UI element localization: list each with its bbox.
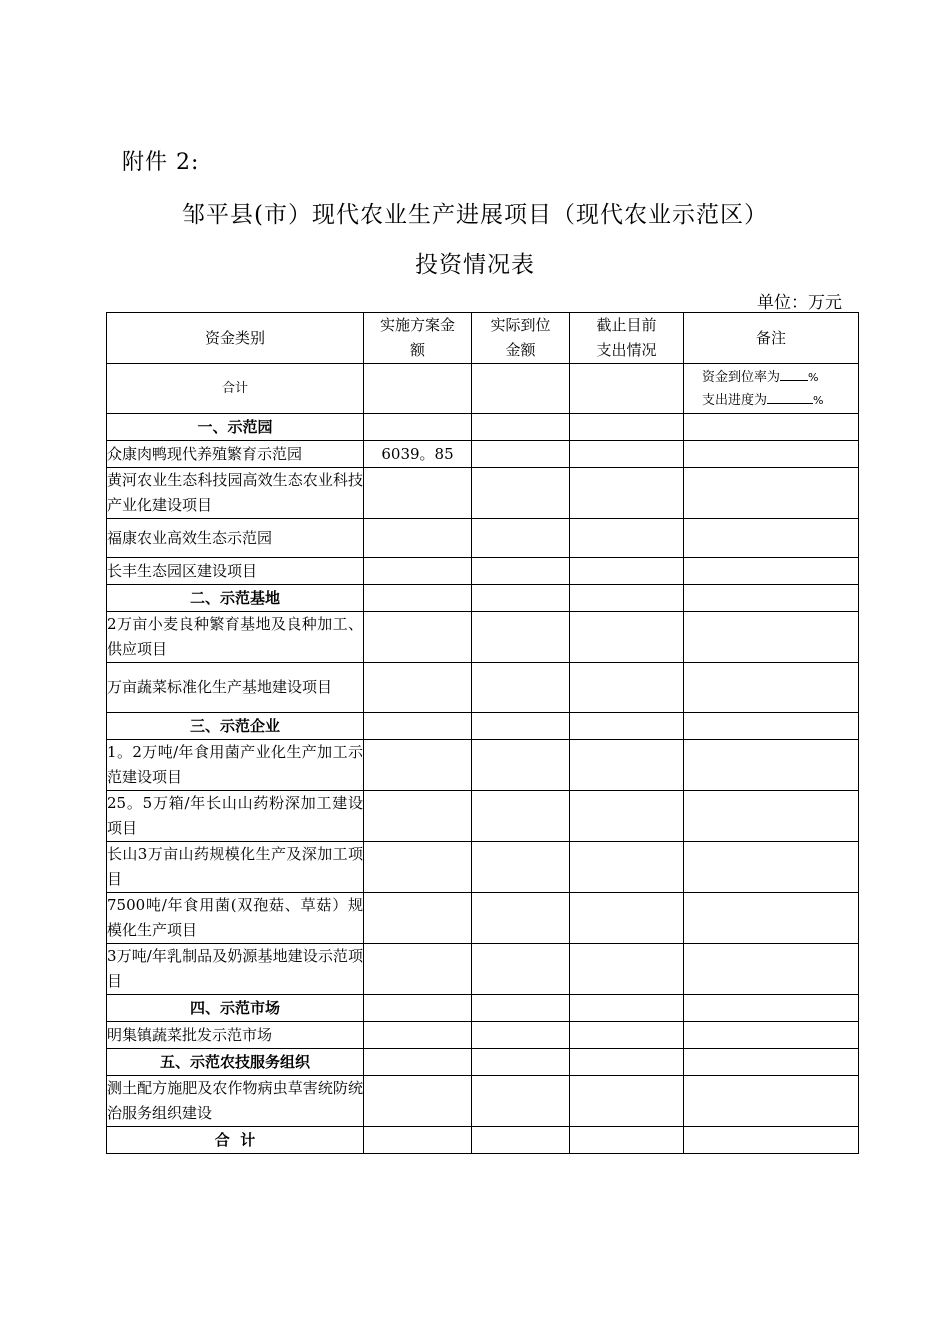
item-label: 万亩蔬菜标准化生产基地建设项目	[107, 663, 364, 713]
item-label: 长山3万亩山药规模化生产及深加工项目	[107, 842, 364, 893]
table-row	[107, 468, 859, 519]
table-row	[107, 558, 859, 585]
unit-label: 单位：万元	[757, 293, 842, 313]
table-row	[107, 519, 859, 558]
expenditure-cell	[570, 791, 684, 842]
table-row	[107, 1076, 859, 1127]
remarks-cell	[684, 842, 859, 893]
expenditure-cell	[570, 995, 684, 1022]
actual-cell	[472, 414, 570, 441]
remark-progress-blank	[767, 389, 813, 404]
plan-cell	[364, 893, 472, 944]
plan-cell	[364, 468, 472, 519]
plan-cell	[364, 1076, 472, 1127]
remark-rate-prefix: 资金到位率为	[702, 369, 781, 385]
plan-cell	[364, 585, 472, 612]
header-remarks: 备注	[684, 313, 859, 364]
actual-cell	[472, 740, 570, 791]
grand-total-cell	[364, 1127, 472, 1154]
plan-cell	[364, 791, 472, 842]
section-row	[107, 585, 859, 612]
remarks-cell	[684, 663, 859, 713]
total-expenditure-cell	[570, 364, 684, 414]
remark-progress-prefix: 支出进度为	[702, 392, 768, 408]
expenditure-cell	[570, 414, 684, 441]
plan-cell	[364, 663, 472, 713]
expenditure-cell	[570, 1076, 684, 1127]
grand-total-cell	[570, 1127, 684, 1154]
header-actual-amount	[472, 313, 570, 364]
header-plan-amount	[364, 313, 472, 364]
table-row	[107, 740, 859, 791]
table-row	[107, 441, 859, 468]
expenditure-cell	[570, 663, 684, 713]
header-expenditure	[570, 313, 684, 364]
expenditure-cell	[570, 519, 684, 558]
plan-cell	[364, 519, 472, 558]
header-row	[107, 313, 859, 364]
plan-cell	[364, 995, 472, 1022]
section-label: 四、示范市场	[107, 995, 364, 1022]
grand-total-cell	[472, 1127, 570, 1154]
header-plan-amount-text: 实施方案金额	[379, 316, 455, 359]
total-actual-cell	[472, 364, 570, 414]
attachment-label: 附件 2:	[122, 150, 200, 175]
actual-cell	[472, 1022, 570, 1049]
plan-cell	[364, 612, 472, 663]
expenditure-cell	[570, 468, 684, 519]
expenditure-cell	[570, 558, 684, 585]
plan-cell	[364, 944, 472, 995]
expenditure-cell	[570, 842, 684, 893]
remarks-cell	[684, 995, 859, 1022]
header-category: 资金类别	[107, 313, 364, 364]
actual-cell	[472, 944, 570, 995]
section-row	[107, 995, 859, 1022]
plan-cell	[364, 1049, 472, 1076]
table-row	[107, 842, 859, 893]
plan-cell	[364, 740, 472, 791]
remark-progress-line	[684, 389, 858, 412]
total-remarks-cell	[684, 364, 859, 414]
item-label: 1。2万吨/年食用菌产业化生产加工示范建设项目	[107, 740, 364, 791]
expenditure-cell	[570, 893, 684, 944]
remarks-cell	[684, 893, 859, 944]
remarks-cell	[684, 441, 859, 468]
actual-cell	[472, 842, 570, 893]
expenditure-cell	[570, 585, 684, 612]
remark-rate-line	[684, 366, 858, 389]
remarks-cell	[684, 713, 859, 740]
item-label: 25。5万箱/年长山山药粉深加工建设项目	[107, 791, 364, 842]
section-label: 三、示范企业	[107, 713, 364, 740]
remarks-cell	[684, 791, 859, 842]
actual-cell	[472, 713, 570, 740]
item-label: 黄河农业生态科技园高效生态农业科技产业化建设项目	[107, 468, 364, 519]
table-row	[107, 612, 859, 663]
remarks-cell	[684, 558, 859, 585]
section-row	[107, 713, 859, 740]
plan-cell	[364, 414, 472, 441]
remarks-cell	[684, 1022, 859, 1049]
total-plan-cell	[364, 364, 472, 414]
actual-cell	[472, 893, 570, 944]
plan-cell: 6039。85	[364, 441, 472, 468]
remark-progress-suffix: %	[813, 393, 824, 407]
header-expenditure-text: 截止目前支出情况	[596, 316, 657, 359]
grand-total-label: 合 计	[107, 1127, 364, 1154]
actual-cell	[472, 1049, 570, 1076]
investment-table	[106, 312, 859, 1154]
item-label: 测土配方施肥及农作物病虫草害统防统治服务组织建设	[107, 1076, 364, 1127]
table-row	[107, 944, 859, 995]
expenditure-cell	[570, 1049, 684, 1076]
expenditure-cell	[570, 441, 684, 468]
remark-rate-blank	[780, 366, 808, 381]
actual-cell	[472, 468, 570, 519]
item-label: 明集镇蔬菜批发示范市场	[107, 1022, 364, 1049]
expenditure-cell	[570, 740, 684, 791]
grand-total-row	[107, 1127, 859, 1154]
remarks-cell	[684, 740, 859, 791]
plan-cell	[364, 713, 472, 740]
item-label: 3万吨/年乳制品及奶源基地建设示范项目	[107, 944, 364, 995]
table-row	[107, 791, 859, 842]
actual-cell	[472, 663, 570, 713]
plan-cell	[364, 558, 472, 585]
table-row	[107, 893, 859, 944]
item-label: 7500吨/年食用菌(双孢菇、草菇）规模化生产项目	[107, 893, 364, 944]
actual-cell	[472, 519, 570, 558]
expenditure-cell	[570, 713, 684, 740]
section-label: 一、示范园	[107, 414, 364, 441]
header-actual-amount-text: 实际到位金额	[490, 316, 551, 359]
actual-cell	[472, 585, 570, 612]
actual-cell	[472, 995, 570, 1022]
remarks-cell	[684, 468, 859, 519]
total-label: 合计	[107, 364, 364, 414]
expenditure-cell	[570, 612, 684, 663]
item-label: 众康肉鸭现代养殖繁育示范园	[107, 441, 364, 468]
table-row	[107, 1022, 859, 1049]
item-label: 2万亩小麦良种繁育基地及良种加工、供应项目	[107, 612, 364, 663]
actual-cell	[472, 612, 570, 663]
plan-cell	[364, 842, 472, 893]
remarks-cell	[684, 414, 859, 441]
document-subtitle: 投资情况表	[415, 252, 535, 278]
actual-cell	[472, 558, 570, 585]
section-row	[107, 1049, 859, 1076]
total-row	[107, 364, 859, 414]
remarks-cell	[684, 944, 859, 995]
actual-cell	[472, 1076, 570, 1127]
remarks-cell	[684, 1049, 859, 1076]
document-title: 邹平县(市）现代农业生产进展项目（现代农业示范区）	[182, 202, 768, 228]
plan-cell	[364, 1022, 472, 1049]
remarks-cell	[684, 612, 859, 663]
table-row	[107, 663, 859, 713]
item-label: 福康农业高效生态示范园	[107, 519, 364, 558]
remarks-cell	[684, 585, 859, 612]
remark-rate-suffix: %	[808, 370, 819, 384]
grand-total-cell	[684, 1127, 859, 1154]
expenditure-cell	[570, 1022, 684, 1049]
remarks-cell	[684, 1076, 859, 1127]
item-label: 长丰生态园区建设项目	[107, 558, 364, 585]
remarks-cell	[684, 519, 859, 558]
section-label: 二、示范基地	[107, 585, 364, 612]
actual-cell	[472, 441, 570, 468]
actual-cell	[472, 791, 570, 842]
section-row	[107, 414, 859, 441]
expenditure-cell	[570, 944, 684, 995]
section-label: 五、示范农技服务组织	[107, 1049, 364, 1076]
